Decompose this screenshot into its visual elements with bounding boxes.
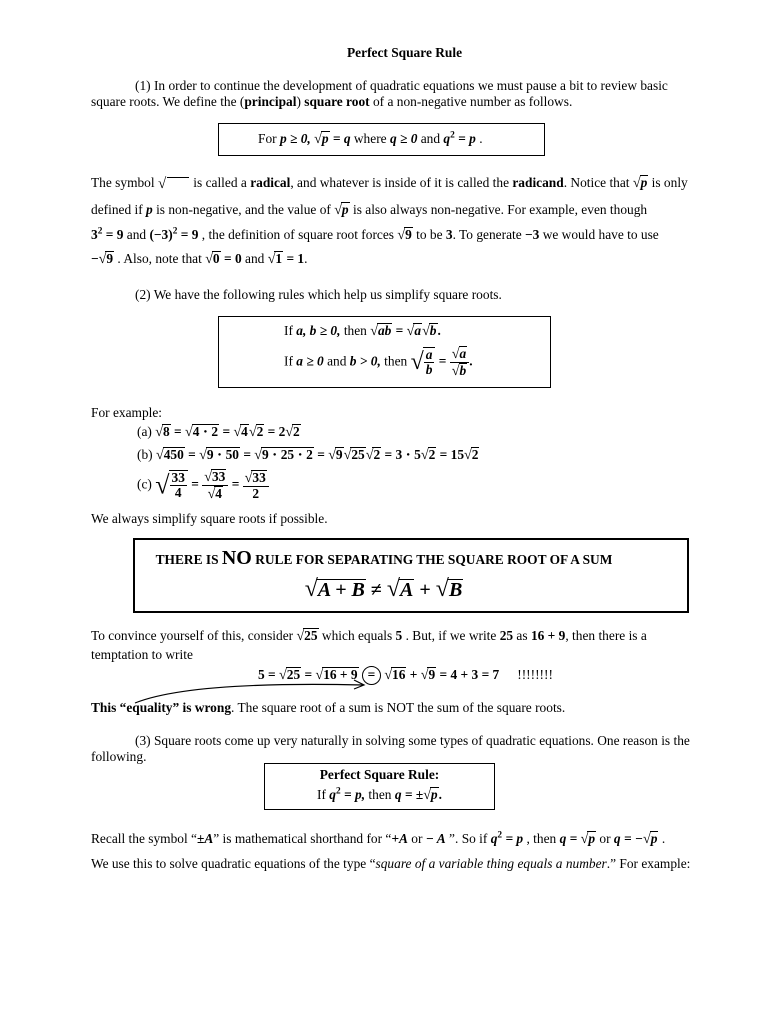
radical-line-3: $3^2 = 9$ and $(-3)^2 = 9$ , the definition of square root forces √9 to be 3. To generate −3 we would have to use (91, 226, 659, 243)
false-equation: 5 = √25 = √16 + 9 = √16 + √9 = 4 + 3 = 7 !!!!!!!! (258, 667, 553, 683)
circled-equals-icon: = (362, 666, 381, 685)
example-c: (c) √ $\frac{33}{4}$ = $\frac{√33}{√4}$ = $\frac{√33}{2}$ (137, 469, 269, 502)
radical-symbol-icon: √ (158, 176, 190, 192)
simplify-note: We always simplify square roots if possible. (91, 511, 328, 526)
perfect-square-rule-formula: If $q^2 = p$, then q = ±√p. (317, 786, 442, 803)
no-rule-heading: THERE IS NO RULE FOR SEPARATING THE SQUARE ROOT OF A SUM (155, 547, 613, 569)
page-title: Perfect Square Rule (347, 45, 463, 60)
radical-line-2: defined if p is non-negative, and the value of √p is also always non-negative. For example, even though (91, 202, 648, 218)
example-a: (a) √8 = √4 ⋅ 2 = √4√2 = 2√2 (137, 424, 300, 440)
radical-line-4: −√9 . Also, note that √0 = 0 and √1 = 1. (91, 251, 308, 267)
examples-label: For example: (91, 405, 163, 420)
paragraph-3-line-1: (3) Square roots come up very naturally in solving some types of quadratic equations. One reason is the (135, 733, 690, 748)
convince-line-1: To convince yourself of this, consider √25 which equals 5 . But, if we write 25 as 16 + 9, then there is a (91, 628, 647, 644)
rule-quotient: If a ≥ 0 and b > 0, then √ $\frac{a}{b}$ = $\frac{√a}{√b}$ . (284, 346, 473, 379)
recall-line-1: Recall the symbol “±A” is mathematical shorthand for “+A or − A ”. So if $q^2 = p$ , then q = √p or q = −√p . (91, 830, 666, 847)
rule-product: If a, b ≥ 0, then √ab = √a√b. (284, 323, 441, 339)
convince-line-2: temptation to write (91, 647, 193, 662)
paragraph-1-line-1: (1) In order to continue the development of quadratic equations we must pause a bit to review basic (135, 78, 668, 93)
paragraph-3-line-2: following. (91, 749, 147, 764)
definition-formula: For p ≥ 0, √p = q where q ≥ 0 and $q^2 = p$ . (258, 130, 483, 147)
paragraph-1-line-2: square roots. We define the (principal) square root of a non-negative number as follows. (91, 94, 573, 109)
recall-line-2: We use this to solve quadratic equations of the type “square of a variable thing equals a number.” For example: (91, 856, 691, 871)
radical-line-1: The symbol √ is called a radical, and whatever is inside of it is called the radicand. Notice that √p is only (91, 175, 688, 192)
example-b: (b) √450 = √9 ⋅ 50 = √9 ⋅ 25 ⋅ 2 = √9√25√2 = 3 ⋅ 5√2 = 15√2 (137, 447, 479, 463)
wrong-equality-line: This “equality” is wrong. The square root of a sum is NOT the sum of the square roots. (91, 700, 566, 715)
perfect-square-rule-title: Perfect Square Rule: (319, 767, 440, 782)
no-rule-formula: √A + B ≠ √A + √B (304, 576, 463, 602)
paragraph-2-intro: (2) We have the following rules which help us simplify square roots. (135, 287, 502, 302)
